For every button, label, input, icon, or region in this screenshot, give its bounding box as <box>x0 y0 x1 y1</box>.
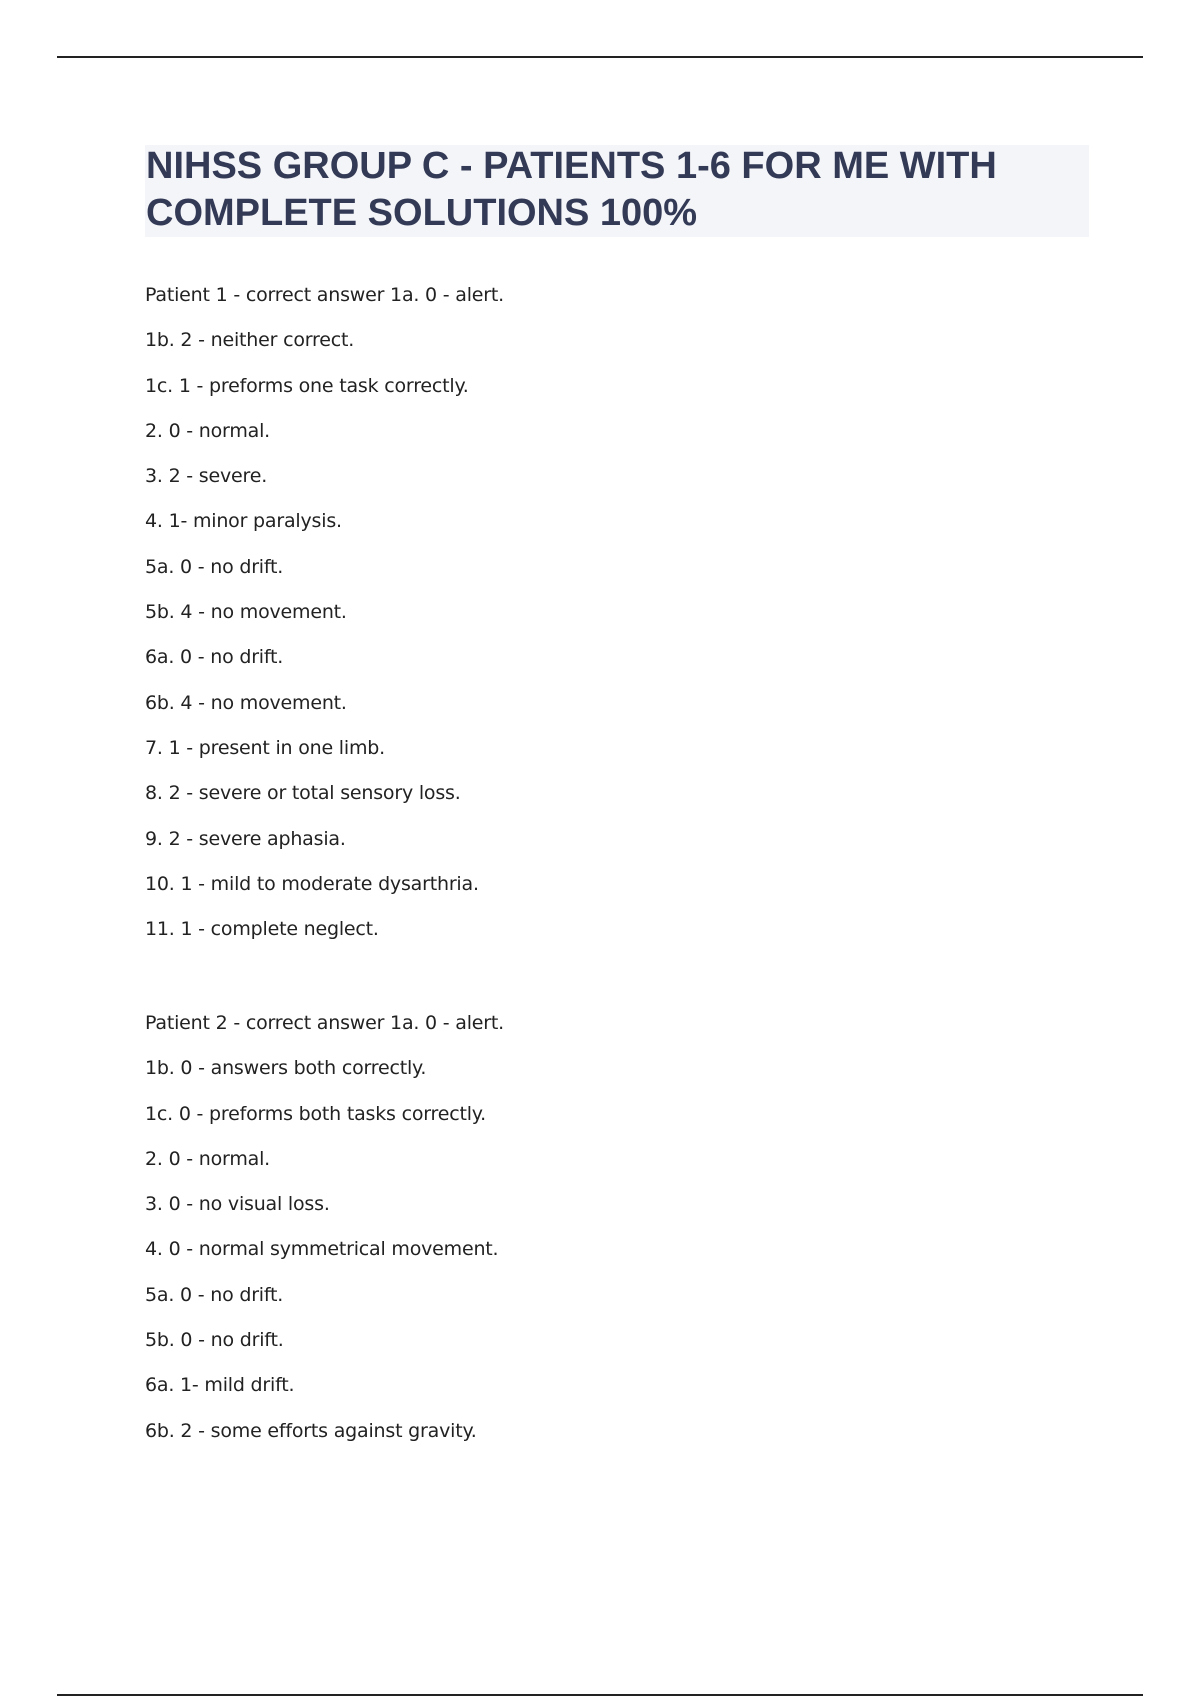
bottom-rule <box>57 1694 1143 1696</box>
answer-line: 10. 1 - mild to moderate dysarthria. <box>145 872 479 895</box>
answer-line: Patient 2 - correct answer 1a. 0 - alert. <box>145 1012 504 1034</box>
answer-line: 6a. 0 - no drift. <box>145 646 284 669</box>
answer-line: 6b. 4 - no movement. <box>145 691 347 714</box>
answer-line: 1b. 2 - neither correct. <box>145 329 355 352</box>
answer-line: 4. 0 - normal symmetrical movement. <box>145 1238 499 1261</box>
answer-line: 4. 1- minor paralysis. <box>145 510 342 533</box>
answer-line: 3. 0 - no visual loss. <box>145 1193 330 1216</box>
answer-line: 1b. 0 - answers both correctly. <box>145 1057 427 1080</box>
answer-line: 5a. 0 - no drift. <box>145 555 284 578</box>
answer-line: 1c. 0 - preforms both tasks correctly. <box>145 1102 486 1125</box>
patient-2-section <box>145 1009 504 1462</box>
answer-line: 6a. 1- mild drift. <box>145 1374 295 1397</box>
answer-line: 11. 1 - complete neglect. <box>145 918 379 941</box>
answer-line: 2. 0 - normal. <box>145 1147 271 1170</box>
answer-line: 7. 1 - present in one limb. <box>145 736 385 759</box>
answer-line: 9. 2 - severe aphasia. <box>145 827 346 850</box>
document-title: NIHSS GROUP C - PATIENTS 1-6 FOR ME WITH COMPLETE SOLUTIONS 100% <box>146 145 997 234</box>
patient-1-section <box>145 281 504 960</box>
answer-line: Patient 1 - correct answer 1a. 0 - alert. <box>145 284 504 306</box>
answer-line: 2. 0 - normal. <box>145 419 271 442</box>
answer-line: 5b. 4 - no movement. <box>145 601 347 624</box>
answer-line: 6b. 2 - some efforts against gravity. <box>145 1419 477 1442</box>
answer-line: 1c. 1 - preforms one task correctly. <box>145 374 469 397</box>
top-rule <box>57 56 1143 58</box>
answer-line: 5b. 0 - no drift. <box>145 1329 284 1352</box>
answer-line: 5a. 0 - no drift. <box>145 1283 284 1306</box>
answer-line: 8. 2 - severe or total sensory loss. <box>145 782 461 805</box>
answer-line: 3. 2 - severe. <box>145 465 268 488</box>
